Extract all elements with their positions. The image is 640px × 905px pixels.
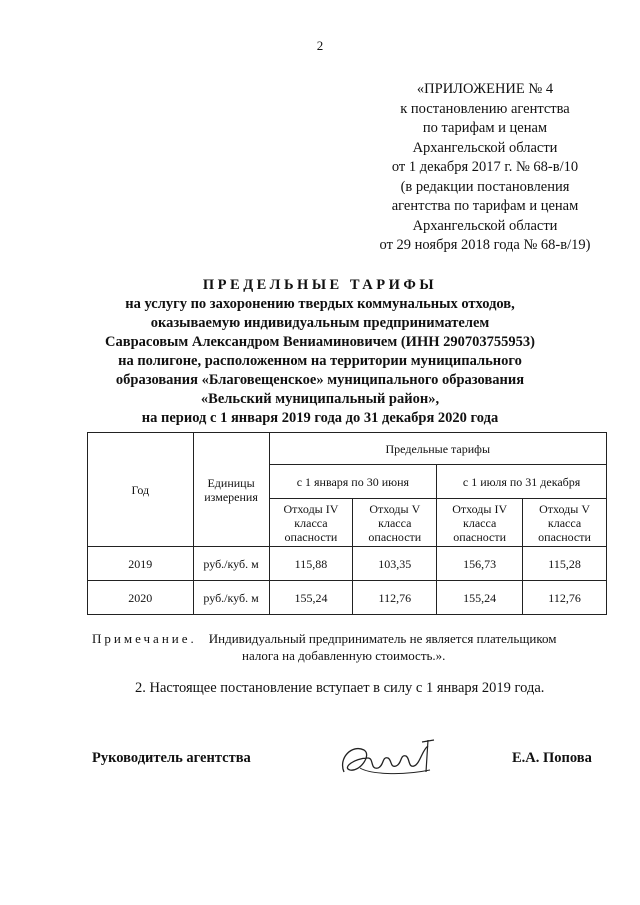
appendix-line: агентства по тарифам и ценам (391, 198, 579, 214)
document-heading (60, 276, 580, 428)
cell-value: 112,76 (523, 581, 607, 615)
header-tariffs: Предельные тарифы (269, 433, 606, 465)
cell-value: 156,73 (437, 547, 523, 581)
cell-value: 155,24 (437, 581, 523, 615)
cell-value: 115,88 (269, 547, 353, 581)
appendix-block (360, 80, 610, 256)
cell-unit: руб./куб. м (193, 547, 269, 581)
signer-name: Е.А. Попова (512, 750, 592, 766)
cell-value: 155,24 (269, 581, 353, 615)
header-units: Единицы измерения (193, 433, 269, 547)
signer-title: Руководитель агентства (92, 750, 251, 766)
clause-text: 2. Настоящее постановление вступает в силу с 1 января 2019 года. (135, 680, 545, 696)
note-text-continued: налога на добавленную стоимость.». (242, 648, 446, 663)
heading-line: на период с 1 января 2019 года до 31 декабря 2020 года (141, 410, 499, 426)
heading-line: на полигоне, расположенном на территории муниципального (118, 353, 522, 369)
heading-line: Саврасовым Александром Вениаминовичем (ИНН 290703755953) (105, 334, 535, 350)
appendix-line: (в редакции постановления (400, 178, 570, 195)
cell-value: 112,76 (353, 581, 437, 615)
heading-line: образования «Благовещенское» муниципального образования (115, 372, 525, 388)
appendix-line: «ПРИЛОЖЕНИЕ № 4 (416, 81, 554, 97)
cell-value: 103,35 (353, 547, 437, 581)
cell-year: 2020 (88, 581, 194, 615)
cell-value: 115,28 (523, 547, 607, 581)
appendix-line: от 1 декабря 2017 г. № 68-в/10 (391, 159, 579, 175)
cell-year: 2019 (88, 547, 194, 581)
table-row (88, 581, 607, 615)
appendix-line: от 29 ноября 2018 года № 68-в/19) (379, 237, 591, 253)
cell-unit: руб./куб. м (193, 581, 269, 615)
appendix-line: к постановлению агентства (400, 100, 570, 117)
tariffs-table (87, 432, 607, 615)
appendix-line: по тарифам и ценам (422, 120, 548, 136)
note-text: Индивидуальный предприниматель не является плательщиком (208, 631, 557, 646)
handwritten-signature (330, 728, 450, 788)
note-label: Примечание. (92, 631, 197, 646)
header-waste-iv: Отходы IV класса опасности (437, 499, 523, 547)
header-waste-v: Отходы V класса опасности (353, 499, 437, 547)
table-row (88, 547, 607, 581)
appendix-line: Архангельской области (412, 217, 558, 234)
header-period-second-half: с 1 июля по 31 декабря (437, 465, 607, 499)
page-number: 2 (316, 38, 324, 53)
document-title: ПРЕДЕЛЬНЫЕ ТАРИФЫ (202, 277, 438, 293)
header-waste-v: Отходы V класса опасности (523, 499, 607, 547)
heading-line: оказываемую индивидуальным предпринимателем (150, 315, 490, 331)
appendix-line: Архангельской области (412, 139, 558, 156)
heading-line: на услугу по захоронению твердых коммунальных отходов, (125, 296, 515, 312)
heading-line: «Вельский муниципальный район», (200, 391, 440, 407)
header-period-first-half: с 1 января по 30 июня (269, 465, 437, 499)
note-block (92, 630, 602, 664)
header-year: Год (88, 433, 194, 547)
header-waste-iv: Отходы IV класса опасности (269, 499, 353, 547)
